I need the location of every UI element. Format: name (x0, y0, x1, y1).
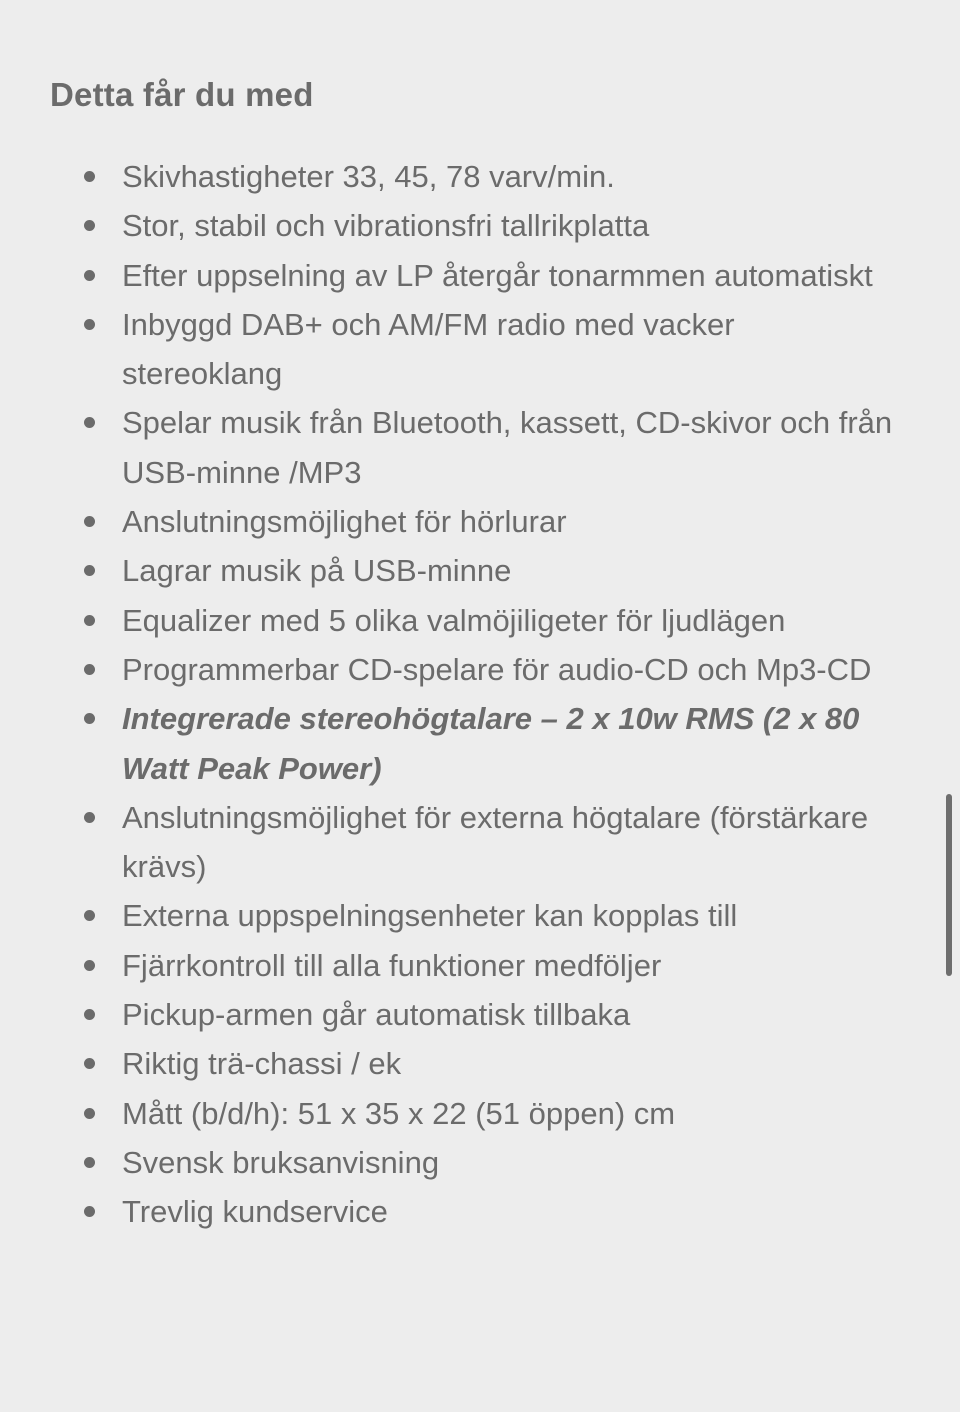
bullet-icon (84, 664, 95, 675)
feature-text: Equalizer med 5 olika valmöjiligeter för ljudlägen (122, 602, 786, 638)
feature-list-item (50, 1187, 900, 1236)
bullet-icon (84, 270, 95, 281)
feature-text: Inbyggd DAB+ och AM/FM radio med vacker stereoklang (122, 306, 735, 392)
section-heading: Detta får du med (50, 76, 314, 113)
bullet-icon (84, 1108, 95, 1119)
feature-text: Trevlig kundservice (122, 1194, 388, 1230)
bullet-icon (84, 1009, 95, 1020)
product-content (50, 70, 900, 1237)
bullet-icon (84, 1157, 95, 1168)
feature-list-item (50, 398, 900, 497)
bullet-icon (84, 812, 95, 823)
feature-list-item (50, 793, 900, 892)
feature-list-item (50, 1039, 900, 1088)
feature-list-item (50, 251, 900, 300)
feature-text: Riktig trä-chassi / ek (122, 1046, 402, 1082)
feature-list-item (50, 990, 900, 1039)
feature-list-item-emphasized (50, 694, 900, 793)
feature-list-item (50, 201, 900, 250)
bullet-icon (84, 565, 95, 576)
bullet-icon (84, 319, 95, 330)
feature-list-item (50, 941, 900, 990)
scrollbar-thumb[interactable] (946, 794, 952, 976)
feature-text: Anslutningsmöjlighet för hörlurar (122, 504, 567, 540)
bullet-icon (84, 910, 95, 921)
feature-list-item (50, 300, 900, 399)
feature-text: Programmerbar CD-spelare för audio-CD och Mp3-CD (122, 651, 872, 687)
feature-text: Integrerade stereohögtalare – 2 x 10w RMS (2 x 80 Watt Peak Power) (122, 701, 860, 786)
feature-text: Svensk bruksanvisning (122, 1144, 440, 1180)
bullet-icon (84, 1058, 95, 1069)
feature-text: Fjärrkontroll till alla funktioner medföljer (122, 947, 662, 983)
feature-text: Skivhastigheter 33, 45, 78 varv/min. (122, 159, 615, 194)
feature-text: Stor, stabil och vibrationsfri tallrikplatta (122, 208, 650, 244)
feature-list (50, 152, 900, 1237)
feature-text: Anslutningsmöjlighet för externa högtalare (förstärkare krävs) (122, 799, 869, 885)
feature-list-item (50, 1089, 900, 1138)
bullet-icon (84, 1206, 95, 1217)
bullet-icon (84, 960, 95, 971)
bullet-icon (84, 220, 95, 231)
feature-list-item (50, 596, 900, 645)
feature-list-item (50, 645, 900, 694)
bullet-icon (84, 516, 95, 527)
feature-text: Efter uppselning av LP återgår tonarmmen automatiskt (122, 257, 873, 293)
feature-list-item (50, 891, 900, 940)
feature-text: Externa uppspelningsenheter kan kopplas till (122, 898, 738, 934)
feature-text: Lagrar musik på USB-minne (122, 553, 512, 589)
bullet-icon (84, 615, 95, 626)
feature-list-item (50, 497, 900, 546)
feature-text: Pickup-armen går automatisk tillbaka (122, 997, 631, 1033)
feature-list-item (50, 1138, 900, 1187)
bullet-icon (84, 713, 95, 724)
feature-text: Mått (b/d/h): 51 x 35 x 22 (51 öppen) cm (122, 1095, 676, 1131)
bullet-icon (84, 171, 95, 182)
feature-list-item (50, 546, 900, 595)
feature-list-item (50, 152, 900, 201)
feature-text: Spelar musik från Bluetooth, kassett, CD-skivor och från USB-minne /MP3 (122, 405, 893, 490)
bullet-icon (84, 417, 95, 428)
